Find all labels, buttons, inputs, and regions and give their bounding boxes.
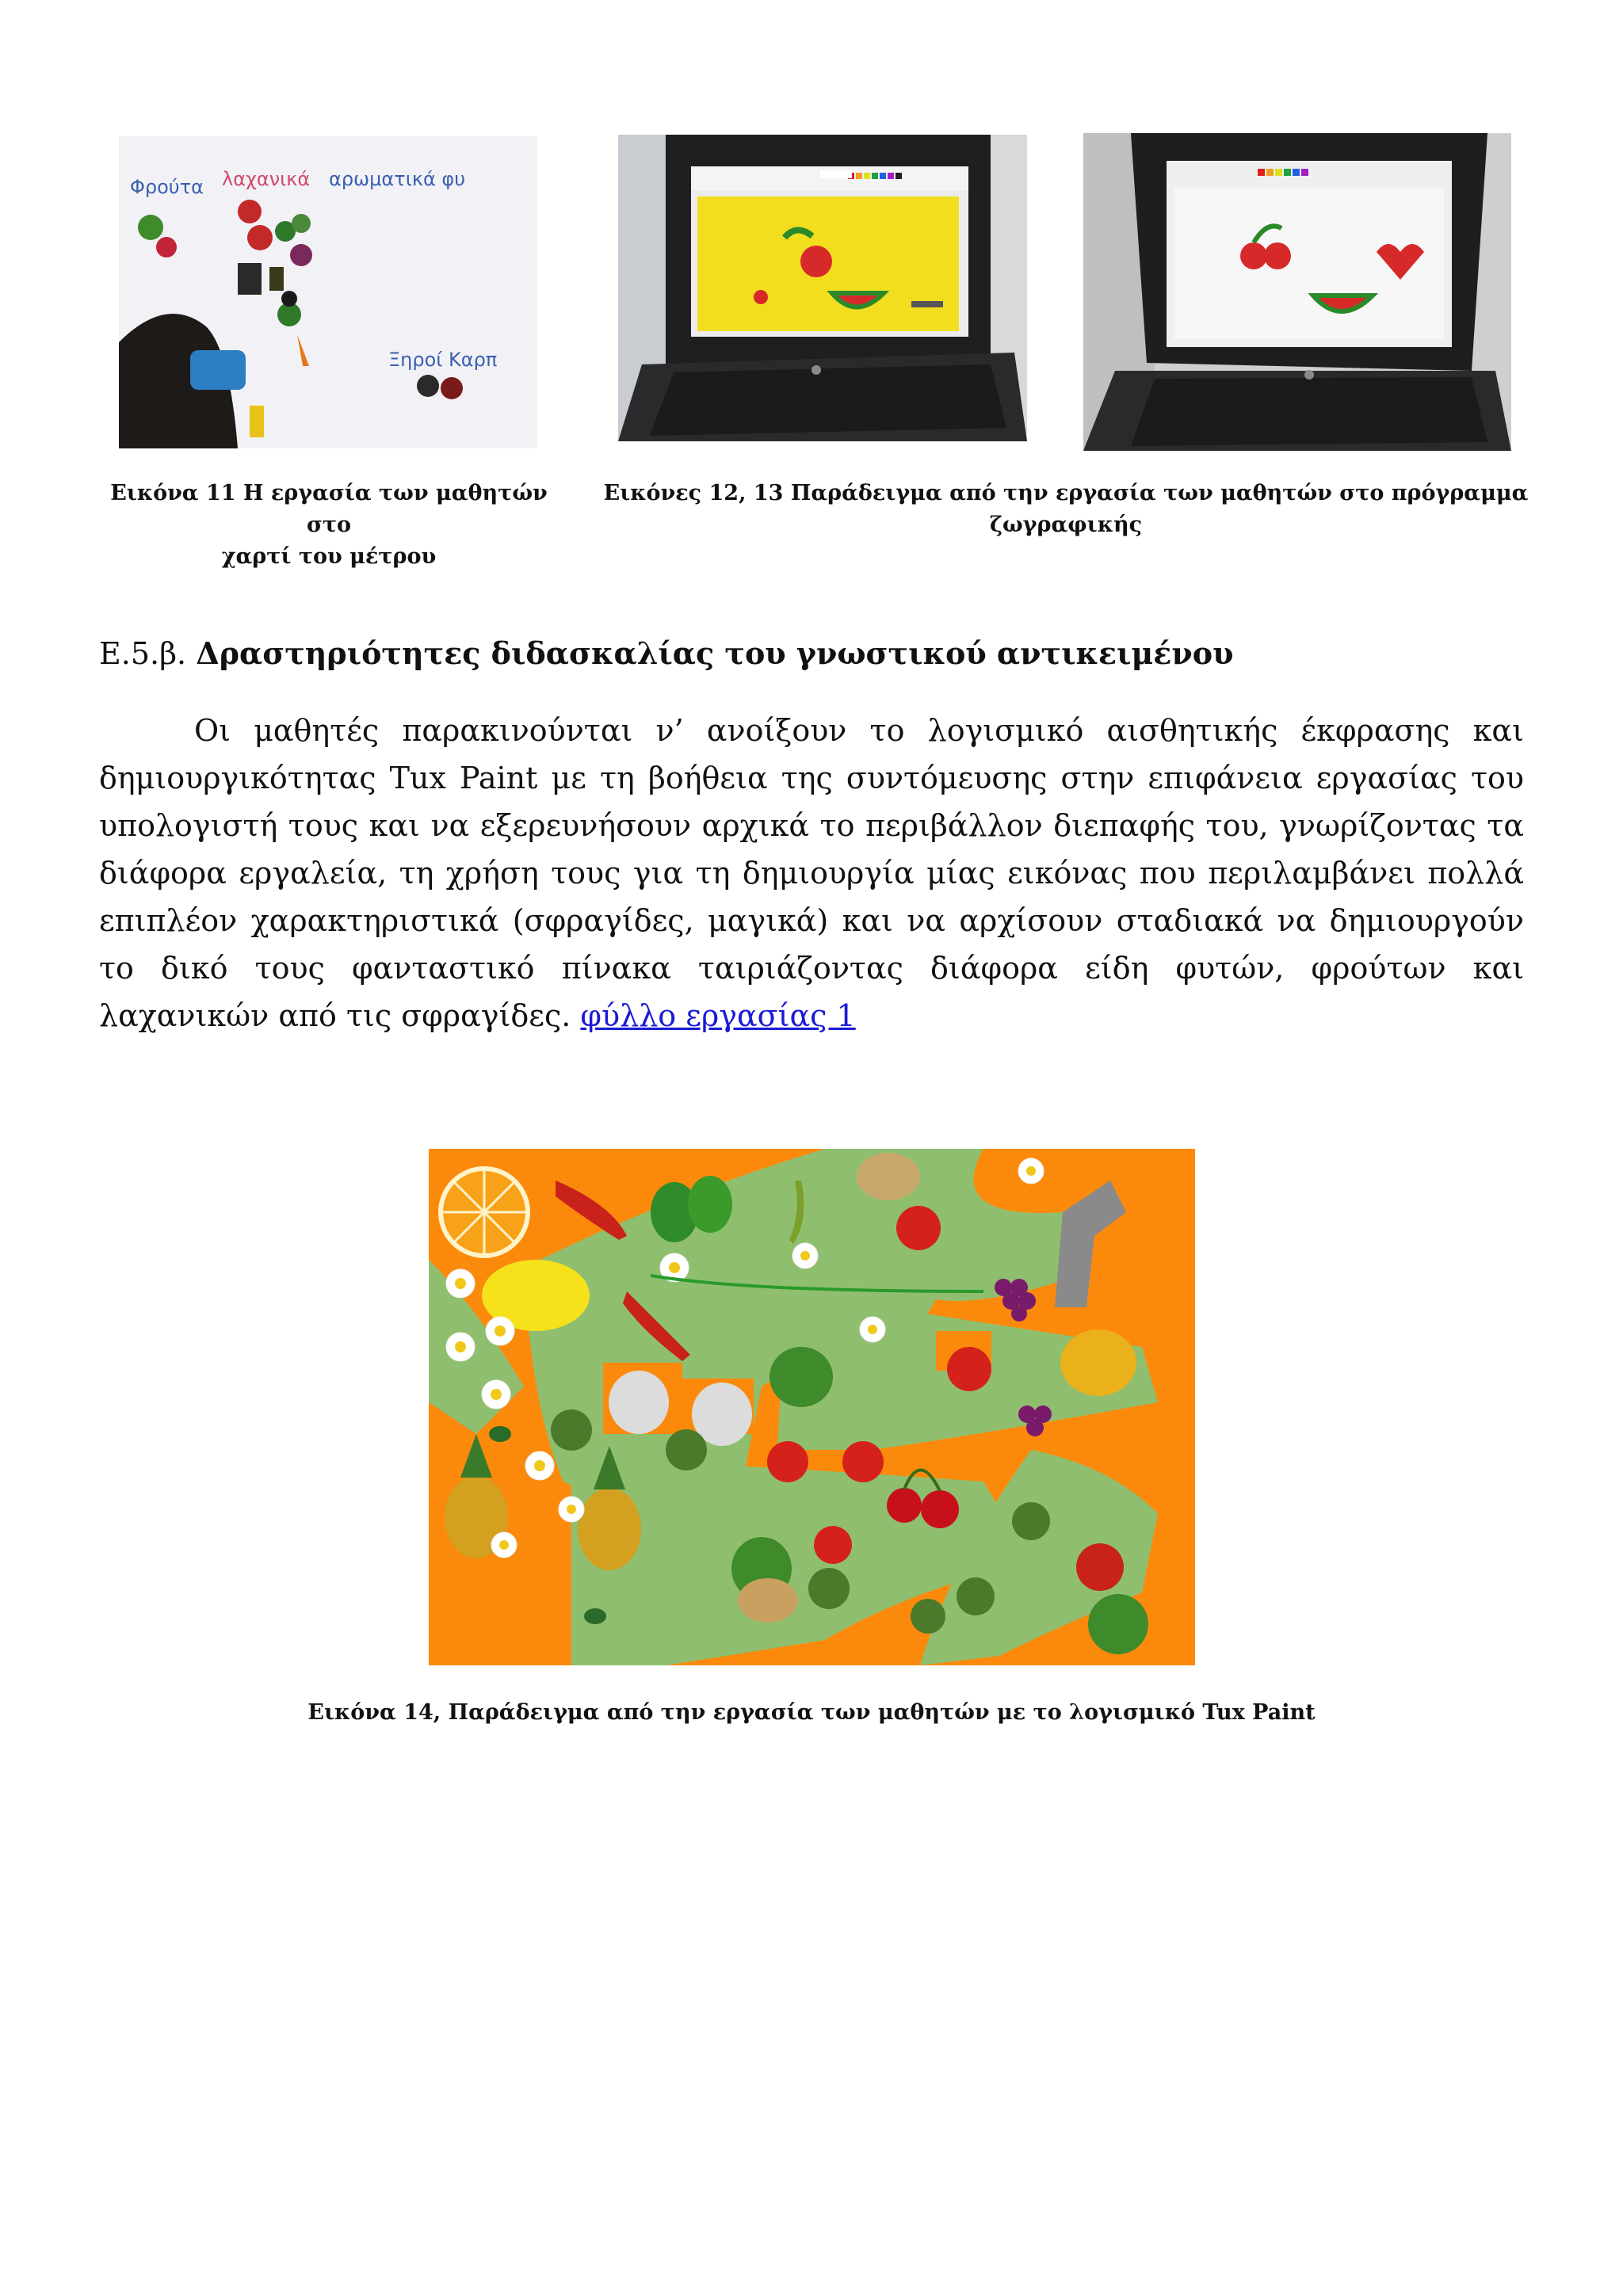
wall-text-4: Ξηροί Καρπ	[388, 349, 498, 371]
figure-11-caption	[95, 478, 563, 573]
section-title: Δραστηριότητες διδασκαλίας του γνωστικού αντικειμένου	[196, 635, 1234, 671]
wall-text-2: λαχανικά	[222, 168, 311, 190]
laptop-paint-image-1	[618, 135, 1027, 441]
laptop-paint-image-2	[1083, 133, 1511, 451]
body-paragraph	[99, 707, 1524, 1039]
figure-13-photo	[1083, 133, 1511, 451]
figure-11-caption-line1: Εικόνα 11 Η εργασία των μαθητών στο	[110, 481, 548, 537]
wall-text-1: Φρούτα	[130, 176, 204, 198]
figure-11-photo	[119, 136, 537, 448]
figure-14-caption: Εικόνα 14, Παράδειγμα από την εργασία των μαθητών με το λογισμικό Tux Paint	[307, 1700, 1316, 1725]
worksheet-link[interactable]: φύλλο εργασίας 1	[580, 998, 856, 1033]
wall-text-3: αρωματικά φυ	[329, 168, 466, 190]
figure-14-tux-paint-artwork	[429, 1149, 1195, 1665]
figure-12-13-caption	[602, 478, 1529, 541]
wall-poster-image	[119, 136, 537, 448]
section-number: Ε.5.β.	[99, 636, 187, 671]
section-heading	[99, 634, 1233, 673]
figure-12-13-caption-line1: Εικόνες 12, 13 Παράδειγμα από την εργασία των μαθητών στο πρόγραμμα	[603, 481, 1529, 505]
figure-11-caption-line2: χαρτί του μέτρου	[221, 544, 437, 569]
figure-12-13-caption-line2: ζωγραφικής	[989, 513, 1143, 537]
paragraph-text: Οι μαθητές παρακινούνται ν’ ανοίξουν το λογισμικό αισθητικής έκφρασης και δημιουργικότητας Tux Paint με τη βοήθεια της συντόμευσης στην επιφάνεια εργασίας του υπολογιστή τους και να εξερευνήσουν αρχικά το περιβάλλον διεπαφής του, γνωρίζοντας τα διάφορα εργαλεία, τη χρήση τους για τη δημιουργία μίας εικόνας που περιλαμβάνει πολλά επιπλέον χαρακτηριστικά (σφραγίδες, μαγικά) και να αρχίσουν σταδιακά να δημιουργούν το δικό τους φανταστικό πίνακα ταιριάζοντας διάφορα είδη φυτών, φρούτων και λαχανικών από τις σφραγίδες.	[99, 713, 1524, 1033]
figure-12-photo	[618, 135, 1027, 441]
tux-paint-canvas	[429, 1149, 1195, 1665]
